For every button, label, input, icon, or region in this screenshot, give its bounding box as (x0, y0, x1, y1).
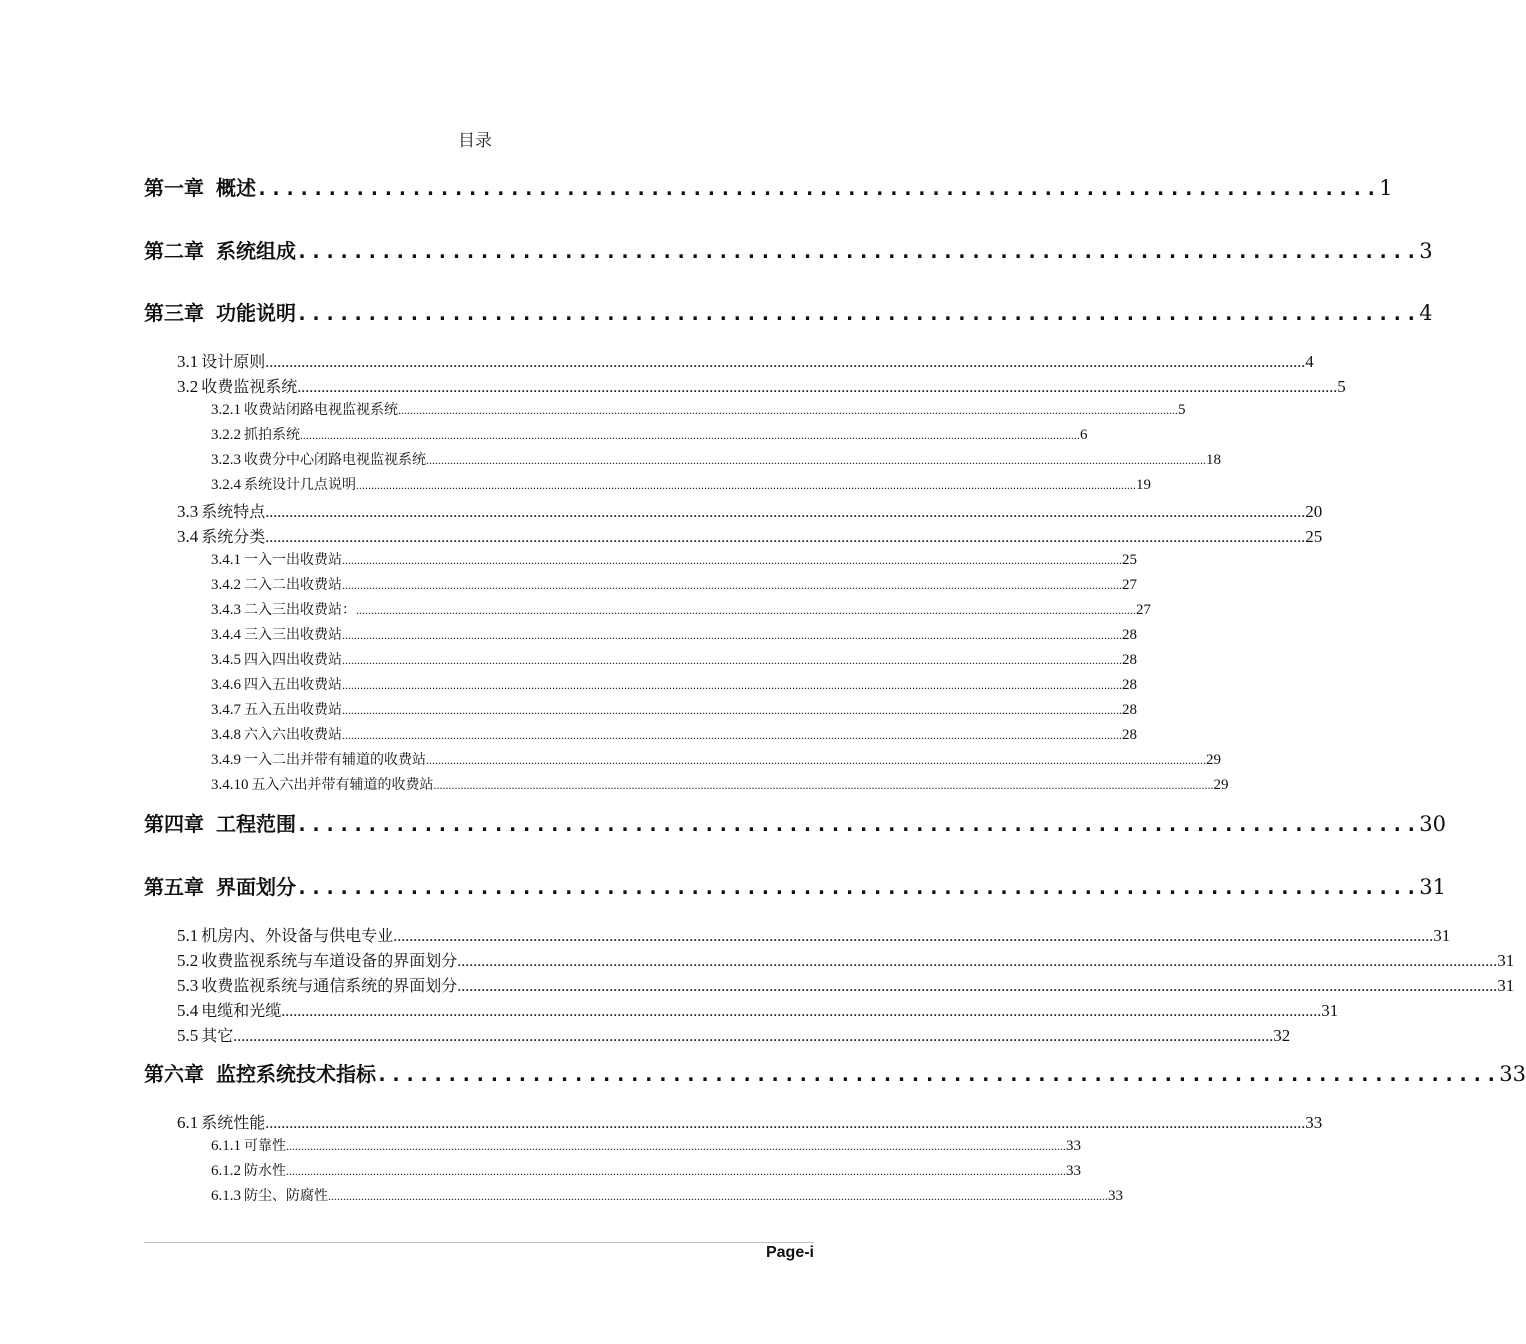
toc-entry-label (177, 1110, 265, 1133)
toc-entry-label (211, 774, 434, 794)
toc-entry-level-3[interactable] (211, 724, 1137, 746)
toc-title: 目录 (458, 131, 492, 151)
toc-entry-level-3[interactable] (211, 624, 1137, 646)
toc-entry-label (144, 808, 296, 837)
toc-entry-text: 四入四出收费站 (244, 652, 342, 668)
toc-entry-number: 第五章 (144, 875, 204, 899)
dot-leader: .................................................................................................................................................................................................................................................................... (342, 728, 1122, 742)
toc-entry-label (211, 424, 300, 444)
toc-page-number: 30 (1419, 812, 1447, 836)
toc-entry-text: 抓拍系统 (244, 427, 300, 443)
dot-leader: .................................................................................................................................................................................................................................................................... (300, 428, 1080, 442)
toc-entry-number: 3.4.1 (211, 552, 241, 568)
toc-entry-label (177, 374, 297, 397)
toc-entry-text: 二入三出收费站： (244, 602, 356, 618)
dot-leader: .................................................................................................................................................................................................................................................................... (233, 1028, 1274, 1045)
toc-entry-label (211, 599, 356, 619)
toc-entry-number: 5.4 (177, 1001, 199, 1020)
toc-entry-level-3[interactable] (211, 674, 1137, 696)
toc-page-number: 19 (1136, 477, 1151, 493)
toc-entry-label (211, 1185, 328, 1205)
toc-entry-level-3[interactable] (211, 599, 1151, 621)
toc-entry-label (211, 749, 426, 769)
toc-entry-number: 第二章 (144, 239, 204, 263)
toc-entry-text: 二入二出收费站 (244, 577, 342, 593)
toc-page-number: 4 (1419, 301, 1433, 325)
dot-leader: ................................................................................ (376, 1062, 1500, 1086)
toc-entry-label (177, 948, 457, 971)
toc-entry-level-2[interactable] (177, 973, 1515, 997)
toc-entry-number: 6.1 (177, 1113, 199, 1132)
toc-entry-number: 5.1 (177, 926, 199, 945)
toc-entry-label (144, 172, 256, 201)
toc-entry-level-2[interactable] (177, 349, 1314, 373)
toc-page-number: 33 (1066, 1138, 1081, 1154)
toc-entry-label (211, 474, 356, 494)
toc-entry-number: 3.2.1 (211, 402, 241, 418)
dot-leader: .................................................................................................................................................................................................................................................................... (356, 478, 1136, 492)
toc-page-number: 33 (1108, 1188, 1123, 1204)
dot-leader: .................................................................................................................................................................................................................................................................... (356, 603, 1136, 617)
toc-entry-label (144, 871, 296, 900)
toc-entry-level-2[interactable] (177, 1023, 1291, 1047)
toc-entry-label (144, 235, 296, 264)
toc-page-number: 18 (1206, 452, 1221, 468)
toc-entry-text: 收费分中心闭路电视监视系统 (244, 452, 426, 468)
toc-entry-text: 功能说明 (216, 301, 296, 325)
toc-entry-number: 3.3 (177, 502, 199, 521)
toc-entry-label (177, 973, 457, 996)
toc-entry-number: 3.4.9 (211, 752, 241, 768)
toc-entry-label (211, 549, 342, 569)
toc-entry-number: 6.1.2 (211, 1163, 241, 1179)
toc-entry-label (144, 297, 296, 326)
toc-entry-level-3[interactable] (211, 1160, 1081, 1182)
toc-entry-level-1[interactable] (144, 871, 1447, 901)
toc-entry-number: 3.2.4 (211, 477, 241, 493)
dot-leader: .................................................................................................................................................................................................................................................................... (342, 628, 1122, 642)
toc-entry-level-2[interactable] (177, 1110, 1323, 1134)
toc-entry-level-1[interactable] (144, 808, 1447, 838)
toc-entry-label (211, 674, 342, 694)
toc-entry-text: 设计原则 (201, 352, 266, 371)
dot-leader: .................................................................................................................................................................................................................................................................... (297, 379, 1338, 396)
toc-entry-text: 六入六出收费站 (244, 727, 342, 743)
dot-leader: .................................................................................................................................................................................................................................................................... (426, 753, 1206, 767)
toc-entry-text: 工程范围 (216, 812, 296, 836)
toc-entry-number: 3.4.10 (211, 777, 249, 793)
toc-entry-number: 3.1 (177, 352, 199, 371)
toc-entry-text: 机房内、外设备与供电专业 (201, 926, 394, 945)
toc-entry-number: 3.2.2 (211, 427, 241, 443)
toc-entry-number: 6.1.3 (211, 1188, 241, 1204)
toc-entry-text: 系统分类 (201, 527, 266, 546)
toc-entry-text: 防水性 (244, 1163, 286, 1179)
toc-entry-label (211, 399, 398, 419)
toc-page-number: 25 (1122, 552, 1137, 568)
toc-page-number: 28 (1122, 727, 1137, 743)
toc-entry-number: 3.2.3 (211, 452, 241, 468)
toc-page-number: 1 (1379, 176, 1393, 200)
toc-page-number: 27 (1122, 577, 1137, 593)
toc-entry-number: 3.4.6 (211, 677, 241, 693)
toc-page-number: 4 (1305, 352, 1314, 371)
toc-entry-level-3[interactable] (211, 1185, 1123, 1207)
toc-entry-text: 收费监视系统 (201, 377, 298, 396)
toc-entry-level-2[interactable] (177, 499, 1323, 523)
toc-entry-level-3[interactable] (211, 399, 1186, 421)
toc-entry-number: 3.4.8 (211, 727, 241, 743)
dot-leader: .................................................................................................................................................................................................................................................................... (265, 529, 1306, 546)
toc-entry-number: 3.2 (177, 377, 199, 396)
toc-entry-level-3[interactable] (211, 549, 1137, 571)
dot-leader: .................................................................................................................................................................................................................................................................... (286, 1164, 1066, 1178)
toc-entry-text: 五入五出收费站 (244, 702, 342, 718)
toc-page-number: 28 (1122, 677, 1137, 693)
toc-entry-number: 第六章 (144, 1062, 204, 1086)
dot-leader: ................................................................................ (296, 239, 1420, 263)
toc-entry-number: 第三章 (144, 301, 204, 325)
dot-leader: .................................................................................................................................................................................................................................................................... (265, 504, 1306, 521)
toc-page-number: 33 (1305, 1113, 1323, 1132)
toc-page-number: 31 (1433, 926, 1451, 945)
toc-page-number: 33 (1066, 1163, 1081, 1179)
toc-entry-number: 5.2 (177, 951, 199, 970)
toc-entry-text: 其它 (201, 1026, 234, 1045)
toc-entry-number: 3.4.2 (211, 577, 241, 593)
toc-entry-number: 5.5 (177, 1026, 199, 1045)
toc-page-number: 32 (1273, 1026, 1291, 1045)
toc-entry-label (211, 449, 426, 469)
toc-page-number: 28 (1122, 652, 1137, 668)
toc-entry-text: 可靠性 (244, 1138, 286, 1154)
dot-leader: ................................................................................ (296, 875, 1420, 899)
toc-entry-text: 监控系统技术指标 (216, 1062, 376, 1086)
dot-leader: .................................................................................................................................................................................................................................................................... (342, 578, 1122, 592)
toc-entry-label (211, 624, 342, 644)
toc-entry-text: 系统性能 (201, 1113, 266, 1132)
toc-page-number: 25 (1305, 527, 1323, 546)
toc-page-number: 29 (1213, 777, 1229, 793)
dot-leader: .................................................................................................................................................................................................................................................................... (433, 778, 1214, 792)
dot-leader: .................................................................................................................................................................................................................................................................... (398, 403, 1178, 417)
toc-entry-label (177, 349, 265, 372)
toc-entry-text: 收费监视系统与通信系统的界面划分 (201, 976, 458, 995)
toc-entry-level-3[interactable] (211, 749, 1221, 771)
dot-leader: .................................................................................................................................................................................................................................................................... (265, 354, 1306, 371)
dot-leader: .................................................................................................................................................................................................................................................................... (265, 1115, 1306, 1132)
toc-entry-level-3[interactable] (211, 699, 1137, 721)
toc-entry-label (177, 524, 265, 547)
dot-leader: .................................................................................................................................................................................................................................................................... (393, 928, 1434, 945)
toc-page-number: 31 (1419, 875, 1447, 899)
toc-entry-text: 防尘、防腐性 (244, 1188, 328, 1204)
toc-entry-number: 6.1.1 (211, 1138, 241, 1154)
toc-entry-level-3[interactable] (211, 649, 1137, 671)
toc-page-number: 27 (1136, 602, 1151, 618)
toc-entry-text: 界面划分 (216, 875, 296, 899)
toc-entry-number: 5.3 (177, 976, 199, 995)
toc-page-number: 6 (1080, 427, 1088, 443)
toc-entry-level-3[interactable] (211, 424, 1088, 446)
toc-page-number: 5 (1337, 377, 1346, 396)
toc-entry-level-2[interactable] (177, 948, 1515, 972)
toc-entry-label (177, 1023, 233, 1046)
dot-leader: .................................................................................................................................................................................................................................................................... (281, 1003, 1322, 1020)
toc-page-number: 31 (1497, 976, 1515, 995)
toc-entry-label (211, 699, 342, 719)
toc-entry-label (211, 574, 342, 594)
toc-entry-number: 第一章 (144, 176, 204, 200)
toc-entry-level-1[interactable] (144, 172, 1393, 202)
dot-leader: .................................................................................................................................................................................................................................................................... (457, 953, 1498, 970)
dot-leader: .................................................................................................................................................................................................................................................................... (328, 1189, 1108, 1203)
toc-entry-level-2[interactable] (177, 374, 1346, 398)
toc-page-number: 29 (1206, 752, 1221, 768)
toc-page-number: 5 (1178, 402, 1186, 418)
dot-leader: .................................................................................................................................................................................................................................................................... (342, 553, 1122, 567)
toc-page-number: 28 (1122, 702, 1137, 718)
toc-entry-text: 电缆和光缆 (201, 1001, 282, 1020)
toc-entry-label (177, 499, 265, 522)
toc-entry-text: 系统组成 (216, 239, 296, 263)
toc-entry-text: 一入一出收费站 (244, 552, 342, 568)
toc-entry-number: 3.4 (177, 527, 199, 546)
toc-entry-text: 一入二出并带有辅道的收费站 (244, 752, 426, 768)
toc-entry-label (144, 1058, 376, 1087)
toc-entry-label (211, 649, 342, 669)
toc-entry-text: 三入三出收费站 (244, 627, 342, 643)
toc-page-number: 31 (1321, 1001, 1339, 1020)
dot-leader: .................................................................................................................................................................................................................................................................... (426, 453, 1206, 467)
toc-entry-level-1[interactable] (144, 297, 1433, 327)
toc-entry-label (211, 1160, 286, 1180)
toc-entry-text: 五入六出并带有辅道的收费站 (251, 777, 434, 793)
dot-leader: ................................................................................ (256, 176, 1380, 200)
toc-entry-text: 系统设计几点说明 (244, 477, 356, 493)
toc-entry-level-3[interactable] (211, 474, 1151, 496)
toc-entry-number: 3.4.7 (211, 702, 241, 718)
toc-entry-level-3[interactable] (211, 574, 1137, 596)
dot-leader: .................................................................................................................................................................................................................................................................... (286, 1139, 1066, 1153)
toc-page-number: 31 (1497, 951, 1515, 970)
toc-entry-text: 收费监视系统与车道设备的界面划分 (201, 951, 458, 970)
dot-leader: .................................................................................................................................................................................................................................................................... (342, 703, 1122, 717)
dot-leader: ................................................................................ (296, 301, 1420, 325)
toc-page-number: 20 (1305, 502, 1323, 521)
toc-entry-number: 第四章 (144, 812, 204, 836)
toc-page-number: 28 (1122, 627, 1137, 643)
toc-entry-label (177, 923, 393, 946)
toc-entry-label (211, 724, 342, 744)
toc-entry-text: 概述 (216, 176, 256, 200)
toc-entry-number: 3.4.4 (211, 627, 241, 643)
toc-page-number: 33 (1499, 1062, 1526, 1086)
toc-entry-text: 收费站闭路电视监视系统 (244, 402, 398, 418)
dot-leader: .................................................................................................................................................................................................................................................................... (342, 653, 1122, 667)
toc-entry-level-2[interactable] (177, 524, 1323, 548)
dot-leader: .................................................................................................................................................................................................................................................................... (457, 978, 1498, 995)
toc-entry-text: 四入五出收费站 (244, 677, 342, 693)
toc-entry-label (177, 998, 281, 1021)
toc-entry-number: 3.4.3 (211, 602, 241, 618)
toc-entry-level-1[interactable] (144, 1058, 1526, 1088)
dot-leader: ................................................................................ (296, 812, 1420, 836)
toc-entry-level-2[interactable] (177, 998, 1339, 1022)
toc-entry-text: 系统特点 (201, 502, 266, 521)
toc-entry-level-3[interactable] (211, 449, 1221, 471)
footer-divider (144, 1242, 814, 1243)
toc-entry-level-3[interactable] (211, 774, 1229, 796)
toc-entry-number: 3.4.5 (211, 652, 241, 668)
toc-entry-level-2[interactable] (177, 923, 1451, 947)
toc-entry-label (211, 1135, 286, 1155)
dot-leader: .................................................................................................................................................................................................................................................................... (342, 678, 1122, 692)
toc-entry-level-1[interactable] (144, 235, 1433, 265)
page-number: Page-i (765, 1244, 814, 1261)
toc-page-number: 3 (1419, 239, 1433, 263)
toc-entry-level-3[interactable] (211, 1135, 1081, 1157)
